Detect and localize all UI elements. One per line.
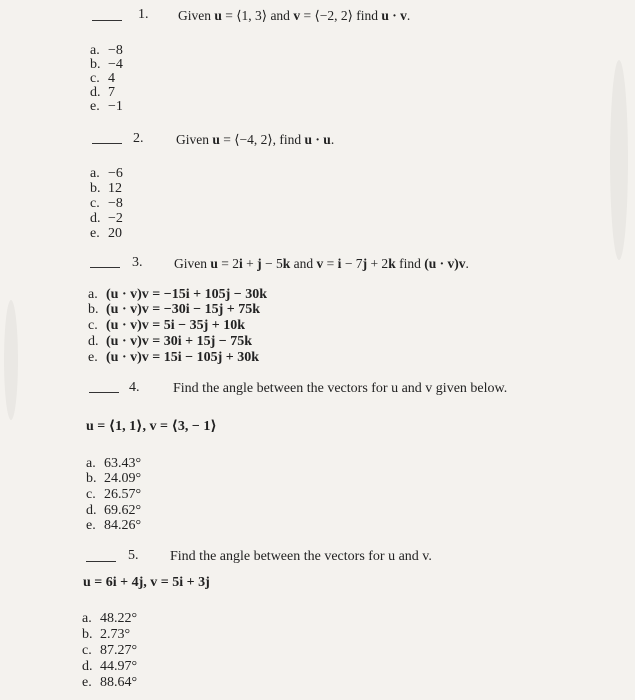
option-b: b. 24.09°: [86, 471, 142, 486]
answer-blank: [92, 20, 122, 21]
option-d: d. 69.62°: [86, 503, 142, 518]
option-d: d. (u · v)v = 30i + 15j − 75k: [88, 334, 253, 349]
answer-blank: [92, 143, 122, 144]
option-e: e. 88.64°: [82, 675, 138, 690]
question-number: 4.: [129, 380, 140, 395]
option-e: e. 84.26°: [86, 518, 142, 533]
question-prompt: Find the angle between the vectors for u and v given below.: [173, 381, 508, 396]
option-c: c. (u · v)v = 5i − 35j + 10k: [88, 318, 246, 333]
option-a: a. −6: [90, 166, 123, 181]
option-b: b. 12: [90, 181, 122, 196]
scan-smudge: [4, 300, 18, 420]
question-prompt: Given u = 2i + j − 5k and v = i − 7j + 2k find (u · v)v.: [174, 256, 469, 271]
question-number: 2.: [133, 131, 144, 146]
option-d: d. 7: [90, 85, 115, 100]
option-d: d. −2: [90, 211, 123, 226]
option-d: d. 44.97°: [82, 659, 138, 674]
option-e: e. −1: [90, 99, 123, 114]
option-a: a. 48.22°: [82, 611, 138, 626]
question-number: 3.: [132, 255, 143, 270]
scan-smudge: [610, 60, 628, 260]
question-number: 5.: [128, 548, 139, 563]
answer-blank: [86, 561, 116, 562]
option-e: e. 20: [90, 226, 122, 241]
option-b: b. −4: [90, 57, 123, 72]
answer-blank: [90, 267, 120, 268]
option-b: b. (u · v)v = −30i − 15j + 75k: [88, 302, 261, 317]
option-a: a. 63.43°: [86, 456, 142, 471]
option-a: a. −8: [90, 43, 123, 58]
given-vectors: u = ⟨1, 1⟩, v = ⟨3, − 1⟩: [86, 419, 217, 434]
option-e: e. (u · v)v = 15i − 105j + 30k: [88, 350, 260, 365]
question-number: 1.: [138, 7, 149, 22]
option-c: c. −8: [90, 196, 123, 211]
option-c: c. 26.57°: [86, 487, 142, 502]
option-b: b. 2.73°: [82, 627, 131, 642]
answer-blank: [89, 392, 119, 393]
question-prompt: Given u = ⟨1, 3⟩ and v = ⟨−2, 2⟩ find u · v.: [178, 8, 411, 23]
question-prompt: Find the angle between the vectors for u and v.: [170, 549, 432, 564]
question-prompt: Given u = ⟨−4, 2⟩, find u · u.: [176, 132, 335, 147]
option-c: c. 87.27°: [82, 643, 138, 658]
option-a: a. (u · v)v = −15i + 105j − 30k: [88, 287, 268, 302]
given-vectors: u = 6i + 4j, v = 5i + 3j: [83, 575, 210, 590]
option-c: c. 4: [90, 71, 115, 86]
